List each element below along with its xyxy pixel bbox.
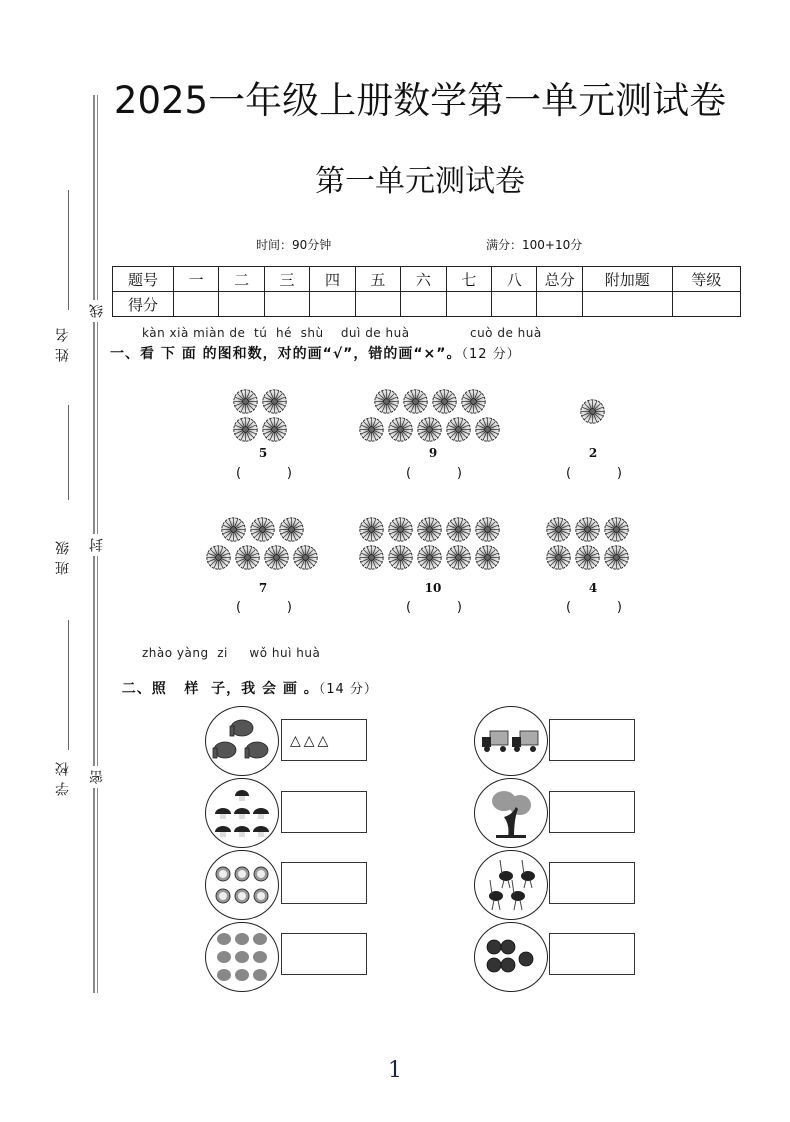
- flower-icon: [278, 516, 305, 543]
- flower-group-6: [545, 516, 630, 572]
- flower-icon: [445, 544, 472, 571]
- picture-circle-trucks: [474, 706, 548, 776]
- flower-icon: [603, 516, 630, 543]
- q2-answer-box-6[interactable]: [549, 791, 635, 833]
- cell: 附加题: [582, 267, 672, 292]
- cell: 三: [264, 267, 309, 292]
- flower-icon: [292, 544, 319, 571]
- q2-answer-box-4[interactable]: [281, 933, 367, 975]
- q2-answer-box-1[interactable]: △△△: [281, 719, 367, 761]
- q1-number-2: 9: [428, 446, 438, 460]
- flower-icon: [232, 388, 259, 415]
- flower-icon: [460, 388, 487, 415]
- flower-icon: [603, 544, 630, 571]
- cell: 四: [310, 267, 355, 292]
- lion-icon: [214, 863, 270, 907]
- flower-icon: [261, 416, 288, 443]
- flower-icon: [545, 516, 572, 543]
- flower-icon: [387, 416, 414, 443]
- q1-answer-1[interactable]: ( ): [236, 466, 292, 481]
- flower-icon: [416, 416, 443, 443]
- score-field[interactable]: [173, 292, 218, 317]
- q1-answer-4[interactable]: ( ): [236, 600, 292, 615]
- picture-circle-leaves: [205, 922, 279, 992]
- flower-icon: [474, 516, 501, 543]
- page-number: 1: [388, 1058, 402, 1083]
- picture-circle-elephants: [205, 706, 279, 776]
- flower-icon: [249, 516, 276, 543]
- q1-answer-5[interactable]: ( ): [406, 600, 462, 615]
- full-score-label: 满分：100+10分: [486, 238, 583, 252]
- q1-number-3: 2: [588, 446, 598, 460]
- score-table: [112, 266, 741, 317]
- flower-group-4: [205, 516, 319, 572]
- flower-icon: [474, 416, 501, 443]
- time-label: 时间：90分钟: [256, 238, 332, 252]
- flower-group-1: [232, 388, 288, 444]
- flower-icon: [416, 544, 443, 571]
- flower-group-2: [358, 388, 501, 444]
- flower-icon: [358, 516, 385, 543]
- score-field[interactable]: [582, 292, 672, 317]
- sub-title: 第一单元测试卷: [315, 164, 525, 199]
- q1-heading: [110, 343, 521, 363]
- flower-icon: [232, 416, 259, 443]
- score-field[interactable]: [310, 292, 355, 317]
- q1-number-4: 7: [258, 581, 268, 595]
- flower-icon: [220, 516, 247, 543]
- flower-icon: [574, 516, 601, 543]
- score-field[interactable]: [355, 292, 400, 317]
- score-field[interactable]: [537, 292, 582, 317]
- flower-group-5: [358, 516, 501, 572]
- cell: 一: [173, 267, 218, 292]
- flower-icon: [445, 516, 472, 543]
- q1-number-1: 5: [258, 446, 268, 460]
- flower-icon: [358, 416, 385, 443]
- score-table-score-row: [113, 292, 741, 317]
- ostrich-icon: [484, 856, 538, 914]
- q2-answer-box-7[interactable]: [549, 862, 635, 904]
- cell: 等级: [672, 267, 740, 292]
- name-underline: [68, 190, 69, 310]
- cell: 二: [219, 267, 264, 292]
- elephant-icon: [210, 716, 274, 766]
- q2-points: （14 分）: [318, 682, 378, 697]
- q1-title: 一、看 下 面 的图和数，对的画“√”，错的画“×”。: [110, 346, 462, 362]
- q1-number-6: 4: [588, 581, 598, 595]
- score-table-header-row: [113, 267, 741, 292]
- cell: 六: [401, 267, 446, 292]
- score-field[interactable]: [492, 292, 537, 317]
- q2-answer-box-2[interactable]: [281, 791, 367, 833]
- name-label: 姓名: [55, 322, 71, 362]
- q2-answer-box-5[interactable]: [549, 719, 635, 761]
- flower-icon: [545, 544, 572, 571]
- flower-icon: [574, 544, 601, 571]
- school-underline: [68, 620, 69, 750]
- flower-icon: [387, 516, 414, 543]
- mushroom-icon: [211, 786, 273, 840]
- q1-answer-3[interactable]: ( ): [566, 466, 622, 481]
- truck-icon: [481, 729, 541, 753]
- flower-icon: [387, 544, 414, 571]
- q1-pinyin: kàn xià miàn de tú hé shù duì de huà cuò de huà: [142, 326, 542, 340]
- class-underline: [68, 405, 69, 500]
- cell: 七: [446, 267, 491, 292]
- cell: 总分: [537, 267, 582, 292]
- flower-icon: [373, 388, 400, 415]
- q1-answer-6[interactable]: ( ): [566, 600, 622, 615]
- q1-number-5: 10: [424, 581, 442, 595]
- flower-icon: [261, 388, 288, 415]
- flower-icon: [445, 416, 472, 443]
- main-title: 2025一年级上册数学第一单元测试卷: [113, 79, 727, 122]
- flower-icon: [474, 544, 501, 571]
- cell: 五: [355, 267, 400, 292]
- school-label: 学校: [55, 756, 71, 796]
- q2-title: 二、照 样 子，我 会 画 。: [121, 681, 319, 697]
- q2-pinyin: zhào yàng zi wǒ huì huà: [142, 646, 321, 660]
- q2-answer-box-3[interactable]: [281, 862, 367, 904]
- class-label: 班级: [55, 535, 71, 575]
- leaf-icon: [215, 930, 269, 984]
- seal-mark-secret: 密: [87, 766, 107, 788]
- flower-icon: [263, 544, 290, 571]
- cell: 八: [492, 267, 537, 292]
- flower-icon: [416, 516, 443, 543]
- q2-answer-box-8[interactable]: [549, 933, 635, 975]
- score-field[interactable]: [401, 292, 446, 317]
- tree-icon: [486, 787, 536, 839]
- score-field[interactable]: [446, 292, 491, 317]
- score-field[interactable]: [264, 292, 309, 317]
- flower-icon: [431, 388, 458, 415]
- seal-mark-seal: 封: [87, 534, 107, 556]
- flower-icon: [358, 544, 385, 571]
- picture-circle-mushrooms: [205, 778, 279, 848]
- flower-icon: [402, 388, 429, 415]
- picture-circle-ostriches: [474, 850, 548, 920]
- flower-group-3: [579, 398, 606, 426]
- flower-icon: [234, 544, 261, 571]
- score-field[interactable]: [219, 292, 264, 317]
- picture-circle-lions: [205, 850, 279, 920]
- picture-circle-tree: [474, 778, 548, 848]
- flower-icon: [579, 398, 606, 425]
- watermelon-icon: [486, 939, 536, 975]
- q1-points: （12 分）: [461, 347, 521, 362]
- seal-mark-line: 线: [87, 300, 107, 322]
- cell: 得分: [113, 292, 174, 317]
- flower-icon: [205, 544, 232, 571]
- cell: 题号: [113, 267, 174, 292]
- score-field[interactable]: [672, 292, 740, 317]
- q1-answer-2[interactable]: ( ): [406, 466, 462, 481]
- q2-heading: [110, 662, 378, 698]
- picture-circle-watermelons: [474, 922, 548, 992]
